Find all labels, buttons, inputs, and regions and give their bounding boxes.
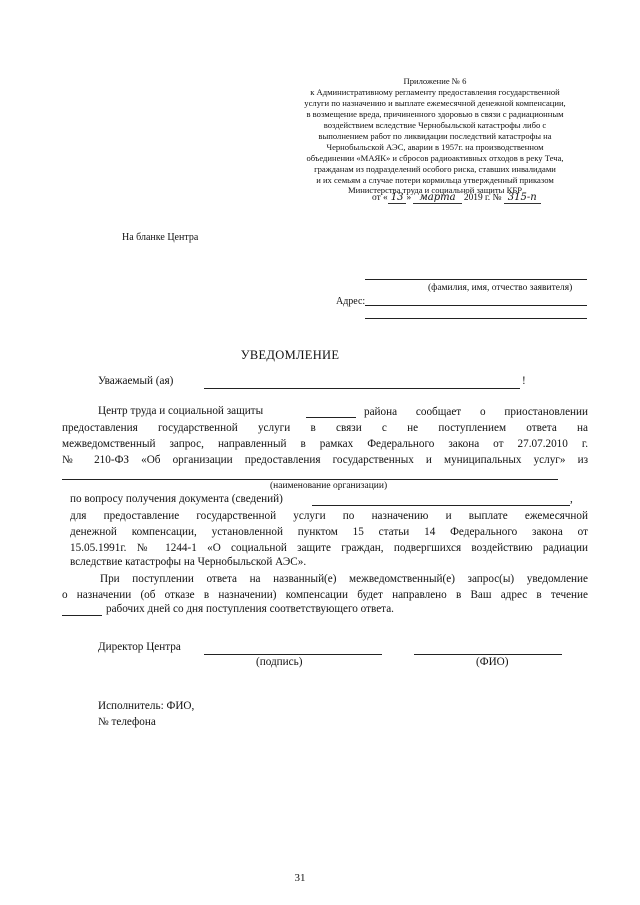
header-line-11: Министерства труда и социальной защиты КБР (347, 185, 523, 195)
header-line-10: и их семьям а случае потери кормильца утвержденный приказом (316, 175, 554, 185)
header-line-6: выполнением работ по ликвидации последствий катастрофы на (318, 131, 552, 141)
address-line-1 (365, 305, 587, 306)
address-line-2 (365, 318, 587, 319)
p1-line5: по вопросу получения документа (сведений) (70, 493, 283, 505)
p2-line3: рабочих дней со дня поступления соответствующего ответа. (106, 603, 394, 615)
greeting-exclamation: ! (522, 375, 526, 387)
page-number: 31 (294, 872, 306, 884)
letterhead-label: На бланке Центра (122, 232, 199, 243)
signature-line (204, 654, 382, 655)
recipient-fio-line (365, 279, 587, 280)
p1-line6: для предоставление государственной услуги по назначению и выплате ежемесячной (70, 510, 588, 522)
director-label: Директор Центра (98, 641, 181, 653)
executor-label: Исполнитель: ФИО, (98, 700, 195, 712)
document-title: УВЕДОМЛЕНИЕ (240, 348, 340, 362)
address-label: Адрес: (336, 296, 366, 307)
date-day: 13 (388, 192, 407, 204)
organization-caption: (наименование организации) (270, 481, 388, 491)
p1-line5-end: , (570, 493, 573, 505)
p2-line2: о назначении (об отказе в назначении) компенсации будет направлено в Ваш адрес в течение (62, 589, 588, 601)
district-blank-line (306, 417, 356, 418)
p1-line1-b: района сообщает о приостановлении (364, 406, 588, 418)
p1-line1-a: Центр труда и социальной защиты (98, 405, 264, 417)
executor-phone: № телефона (98, 716, 156, 728)
p1-line3: межведомственный запрос, направленный в рамках Федерального закона от 27.07.2010 г. (62, 438, 588, 450)
header-line-9: гражданам из подразделений особого риска, ставших инвалидами (314, 164, 556, 174)
signature-caption: (подпись) (256, 656, 303, 668)
p1-line7: денежной компенсации, установленной пунктом 15 статьи 14 Федерального закона от (70, 526, 588, 538)
header-line-2: к Административному регламенту предоставления государственной (310, 87, 560, 97)
date-mid: » (406, 193, 412, 203)
date-number: 315-п (504, 192, 541, 204)
header-date-line (372, 192, 541, 203)
greeting-name-line (204, 388, 520, 389)
header-line-5: воздействием вследствие Чернобыльской катастрофы либо с (323, 120, 547, 130)
header-line-1: Приложение № 6 (403, 76, 467, 86)
director-fio-line (414, 654, 562, 655)
p1-line8: 15.05.1991г. № 1244-1 «О социальной защите граждан, подвергшихся воздействию радиации (70, 542, 588, 554)
document-blank-line (312, 505, 570, 506)
header-line-7: Чернобыльской АЭС, аварии в 1957г. на производственном (326, 142, 544, 152)
recipient-fio-caption: (фамилия, имя, отчество заявителя) (428, 283, 573, 293)
date-year: 2019 г. № (463, 193, 502, 203)
header-line-3: услуги по назначению и выплате ежемесячной денежной компенсации, (304, 98, 566, 108)
header-line-8: объединении «МАЯК» и сбросов радиоактивных отходов в реку Теча, (306, 153, 564, 163)
header-line-4: в возмещение вреда, причиненного здоровью в связи с радиационным (306, 109, 564, 119)
date-month: марта (413, 192, 461, 204)
director-fio-caption: (ФИО) (476, 656, 509, 668)
p1-line4: № 210-ФЗ «Об организации предоставления государственных и муниципальных услуг» из (62, 454, 588, 466)
p2-line1: При поступлении ответа на названный(е) межведомственный(е) запрос(ы) уведомление (100, 573, 588, 585)
p1-line9: вследствие катастрофы на Чернобыльской АЭС». (70, 556, 307, 568)
date-prefix: от « (372, 193, 388, 203)
organization-blank-line (62, 479, 558, 480)
p1-line2: предоставления государственной услуги в связи с не поступлением ответа на (62, 422, 588, 434)
greeting-label: Уважаемый (ая) (98, 375, 174, 387)
days-blank-line (62, 615, 102, 616)
